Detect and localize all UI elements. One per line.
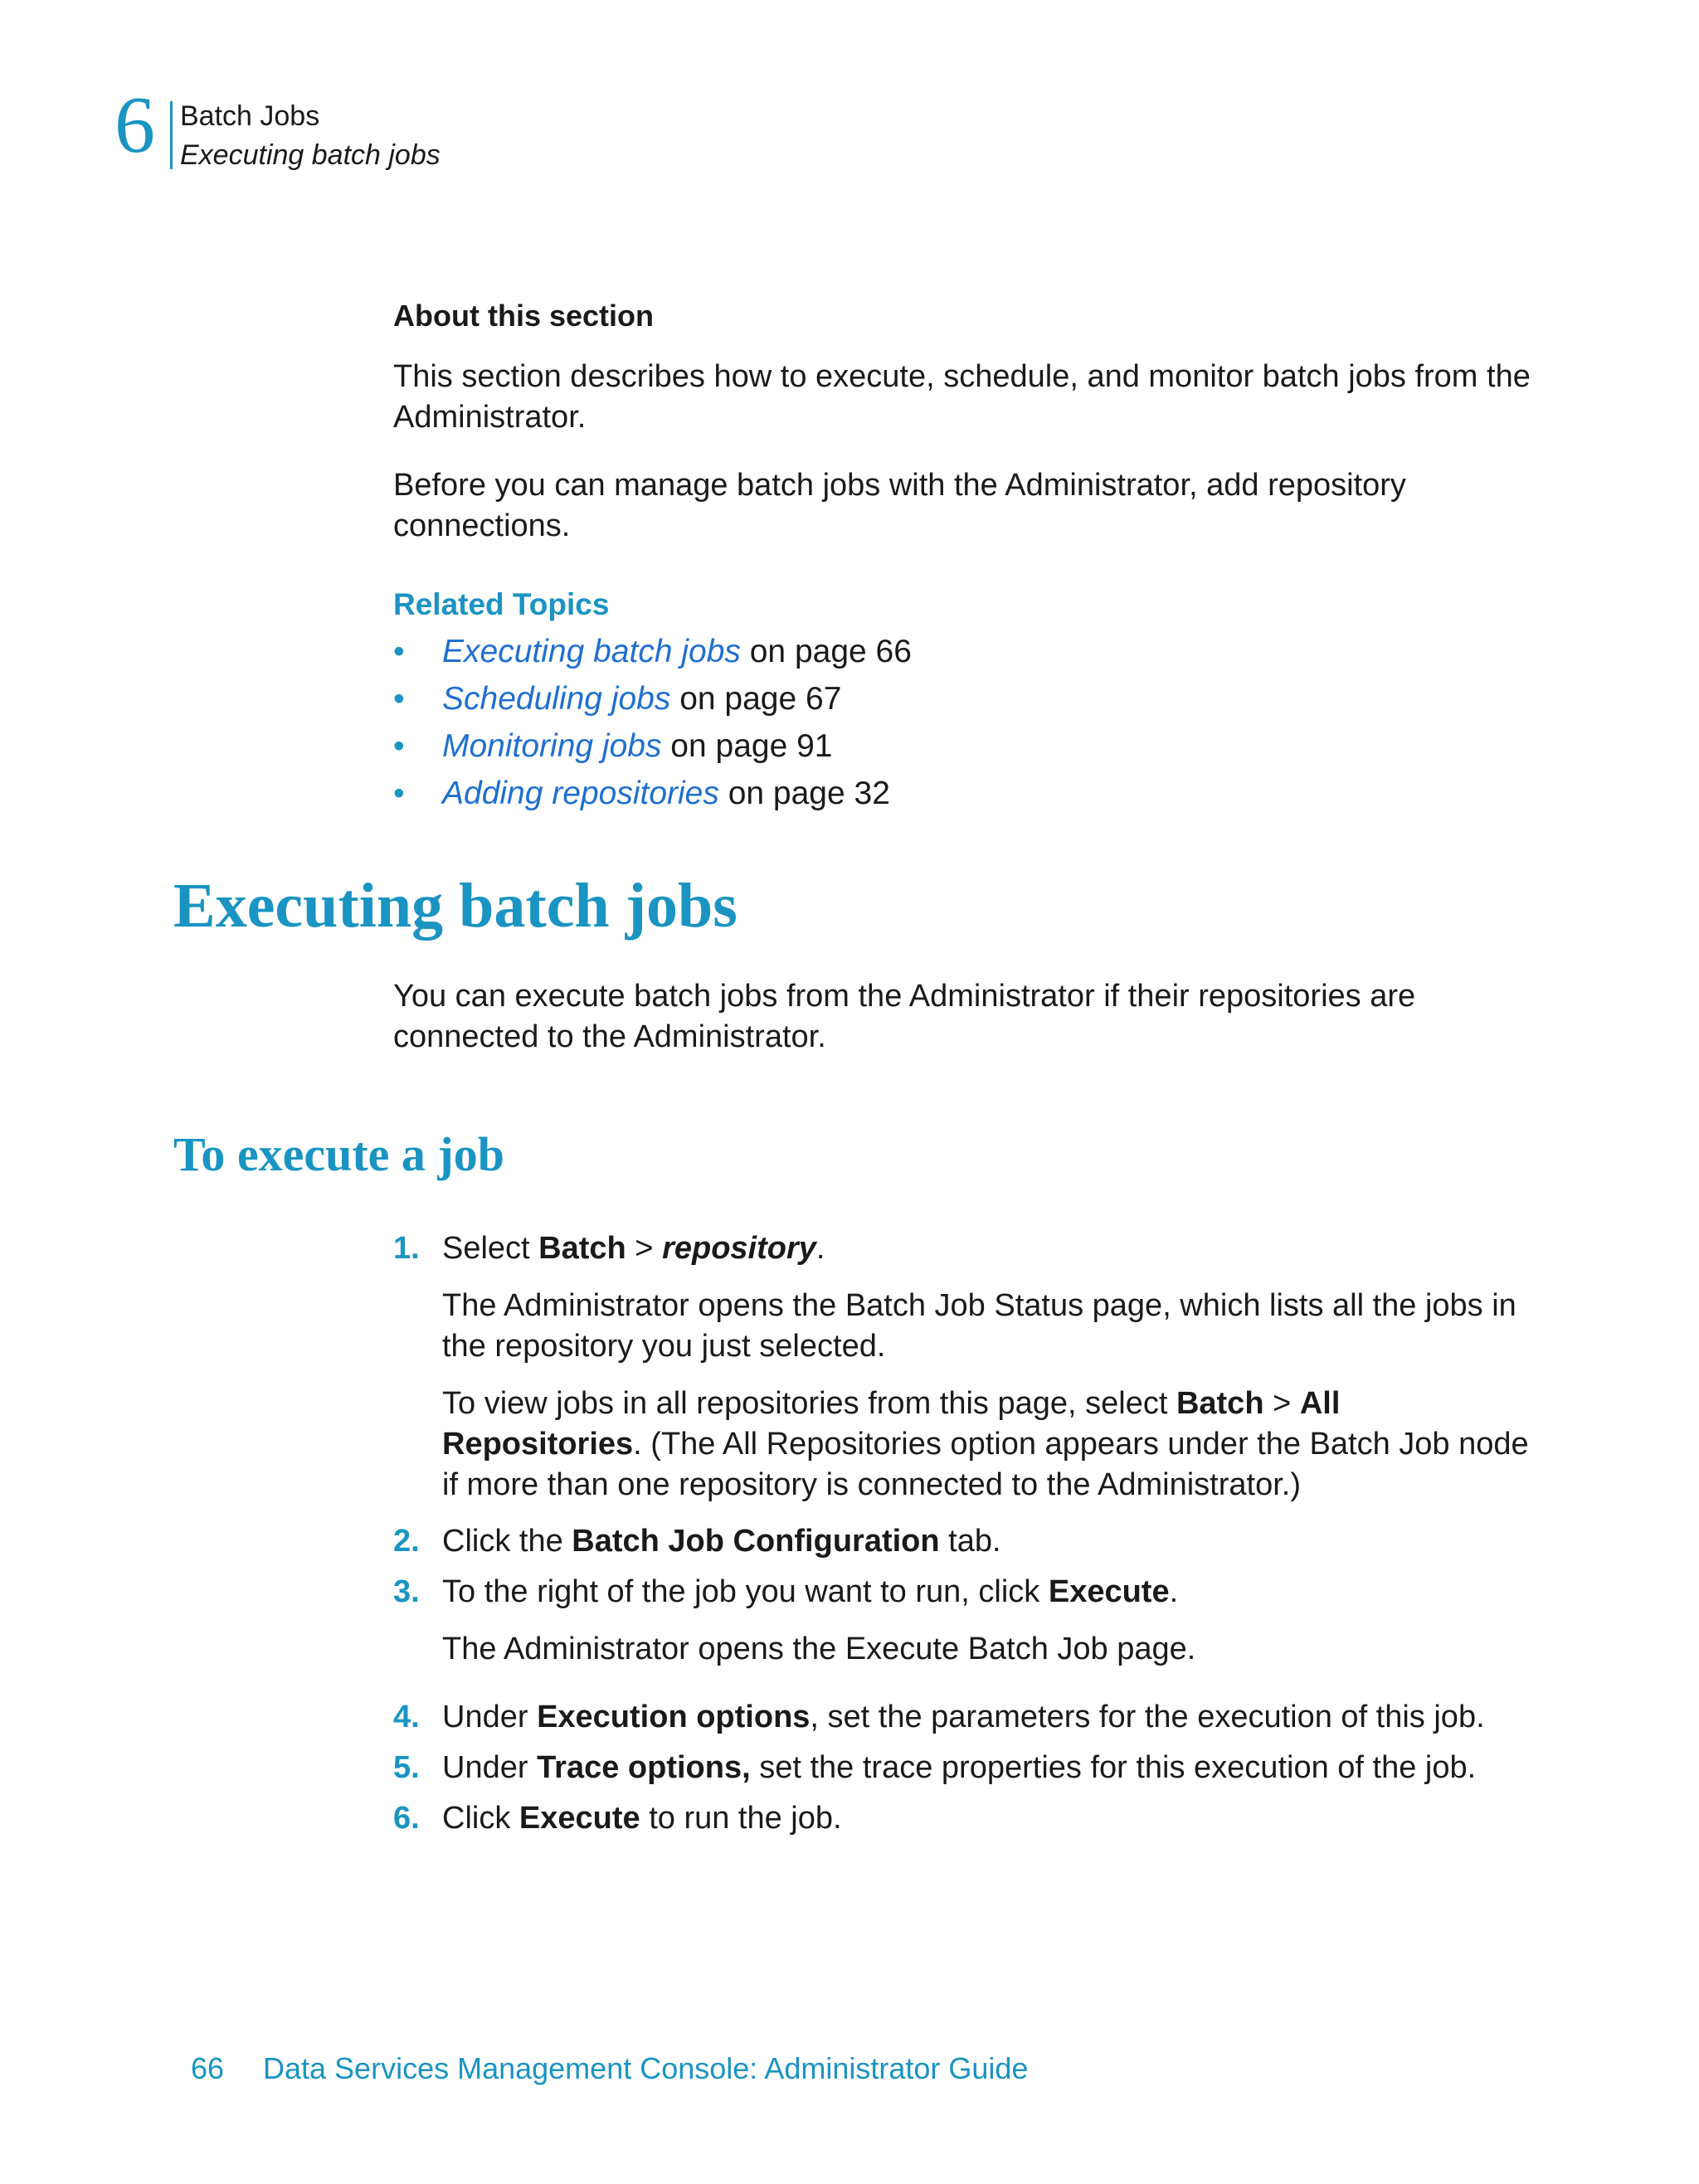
list-item <box>393 726 912 773</box>
related-link-executing[interactable]: Executing batch jobs <box>442 634 741 669</box>
note-text: To view jobs in all repositories from this page, select <box>442 1386 1176 1421</box>
footer-book-title: Data Services Management Console: Administrator Guide <box>263 2051 1029 2085</box>
ui-term: All Repositories <box>442 1386 1341 1462</box>
ui-term: Batch Job Configuration <box>572 1524 940 1559</box>
step-text: Select <box>442 1231 539 1266</box>
step-text: Under <box>442 1750 538 1785</box>
section-title: Executing batch jobs <box>180 139 441 171</box>
page-reference: on page 66 <box>740 634 912 669</box>
step-number: 2. <box>393 1524 420 1559</box>
procedure-steps <box>393 1228 1538 1839</box>
step-1 <box>393 1228 1538 1269</box>
step-3 <box>393 1572 1538 1612</box>
step-text: Click the <box>442 1524 572 1559</box>
step-1-note-1: The Administrator opens the Batch Job Status page, which lists all the jobs in the repository you just selected. <box>442 1288 1516 1364</box>
step-number: 1. <box>393 1231 420 1266</box>
step-text: tab. <box>939 1524 1001 1559</box>
step-6 <box>393 1798 1538 1839</box>
bullet-icon: • <box>393 776 405 811</box>
about-paragraph-1: This section describes how to execute, schedule, and monitor batch jobs from the Administrator. <box>393 359 1531 435</box>
about-paragraph-2: Before you can manage batch jobs with the Administrator, add repository connections. <box>393 468 1406 543</box>
step-text: , set the parameters for the execution of this job. <box>810 1700 1485 1734</box>
step-text: To the right of the job you want to run, click <box>442 1574 1049 1609</box>
bullet-icon: • <box>393 728 405 764</box>
related-topics-title: Related Topics <box>393 587 610 621</box>
related-topics-list <box>393 631 912 820</box>
step-text: . <box>815 1231 825 1266</box>
bullet-icon: • <box>393 681 405 717</box>
page-reference: on page 67 <box>670 681 842 717</box>
step-text: > <box>626 1231 663 1266</box>
step-5 <box>393 1748 1538 1788</box>
step-text: to run the job. <box>640 1801 842 1836</box>
related-link-scheduling[interactable]: Scheduling jobs <box>442 681 671 717</box>
step-4 <box>393 1697 1538 1738</box>
ui-term: Trace options, <box>537 1750 751 1785</box>
list-item <box>393 631 912 679</box>
related-link-monitoring[interactable]: Monitoring jobs <box>442 728 662 764</box>
step-text: Click <box>442 1801 519 1836</box>
step-number: 3. <box>393 1574 420 1609</box>
step-number: 6. <box>393 1801 420 1836</box>
related-link-adding-repositories[interactable]: Adding repositories <box>442 776 719 811</box>
footer-page-number: 66 <box>191 2051 225 2085</box>
step-text: Under <box>442 1700 538 1734</box>
ui-term: Execution options <box>537 1700 811 1734</box>
note-text: > <box>1263 1386 1300 1421</box>
bullet-icon: • <box>393 634 405 669</box>
ui-term: Batch <box>538 1231 626 1266</box>
chapter-divider <box>170 101 173 169</box>
page-reference: on page 32 <box>718 776 890 811</box>
ui-term: repository <box>662 1231 816 1266</box>
step-2 <box>393 1521 1538 1562</box>
main-intro: You can execute batch jobs from the Administrator if their repositories are connected to the Administrator. <box>393 979 1416 1054</box>
main-heading: Executing batch jobs <box>173 871 738 941</box>
chapter-title: Batch Jobs <box>180 100 320 132</box>
note-text: . (The All Repositories option appears under the Batch Job node if more than one repository is connected to the Administrator.) <box>442 1427 1529 1502</box>
step-number: 5. <box>393 1750 420 1785</box>
chapter-number: 6 <box>114 80 155 170</box>
procedure-heading: To execute a job <box>173 1127 504 1181</box>
step-1-note-2 <box>393 1384 1538 1505</box>
ui-term: Execute <box>518 1801 640 1836</box>
list-item <box>393 773 912 820</box>
step-text: . <box>1169 1574 1179 1609</box>
about-heading: About this section <box>393 299 654 333</box>
step-3-note: The Administrator opens the Execute Batch Job page. <box>442 1632 1196 1666</box>
ui-term: Execute <box>1048 1574 1170 1609</box>
list-item <box>393 679 912 726</box>
step-text: set the trace properties for this execution of the job. <box>750 1750 1477 1785</box>
ui-term: Batch <box>1176 1386 1264 1421</box>
step-number: 4. <box>393 1700 420 1734</box>
page-reference: on page 91 <box>661 728 833 764</box>
